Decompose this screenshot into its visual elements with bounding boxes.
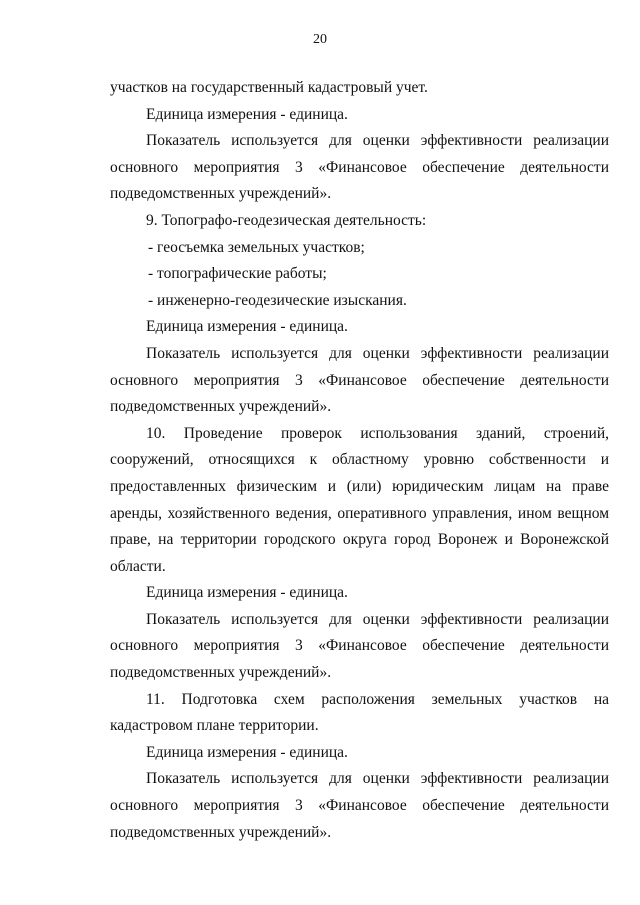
- paragraph-continuation: участков на государственный кадастровый учет.: [110, 79, 428, 96]
- paragraph-indicator-usage: Показатель используется для оценки эффективности реализации основного мероприятия 3 «Финансовое обеспечение деятельности подведомственных учреждений».: [110, 610, 609, 682]
- list-item-geosurvey: - геосъемка земельных участков;: [148, 238, 365, 256]
- paragraph-unit-measure: Единица измерения - единица.: [146, 105, 348, 123]
- paragraph-unit-measure: Единица измерения - единица.: [146, 743, 348, 761]
- paragraph-item-11: 11. Подготовка схем расположения земельных участков на кадастровом плане территории.: [110, 690, 609, 735]
- paragraph-indicator-usage: Показатель используется для оценки эффективности реализации основного мероприятия 3 «Финансовое обеспечение деятельности подведомственных учреждений».: [110, 132, 609, 203]
- page-number: 20: [313, 32, 327, 47]
- document-body: [110, 75, 609, 846]
- paragraph-unit-measure: Единица измерения - единица.: [146, 318, 348, 336]
- paragraph-unit-measure: Единица измерения - единица.: [146, 584, 348, 602]
- list-item-engineering-surveys: - инженерно-геодезические изыскания.: [148, 291, 407, 309]
- list-item-topographic-works: - топографические работы;: [148, 265, 327, 283]
- paragraph-indicator-usage: Показатель используется для оценки эффективности реализации основного мероприятия 3 «Финансовое обеспечение деятельности подведомственных учреждений».: [110, 344, 609, 416]
- paragraph-indicator-usage: Показатель используется для оценки эффективности реализации основного мероприятия 3 «Финансовое обеспечение деятельности подведомственных учреждений».: [110, 770, 609, 841]
- paragraph-item-10: 10. Проведение проверок использования зданий, строений, сооружений, относящихся к областному уровню собственности и предоставленных физическим и (или) юридическим лицам на праве аренды, хозяйственного ведения, оперативного управления, ином вещном праве, на территории городского округа город Воронеж и Воронежской области.: [110, 424, 609, 575]
- paragraph-item-9-heading: 9. Топографо-геодезическая деятельность:: [146, 211, 427, 229]
